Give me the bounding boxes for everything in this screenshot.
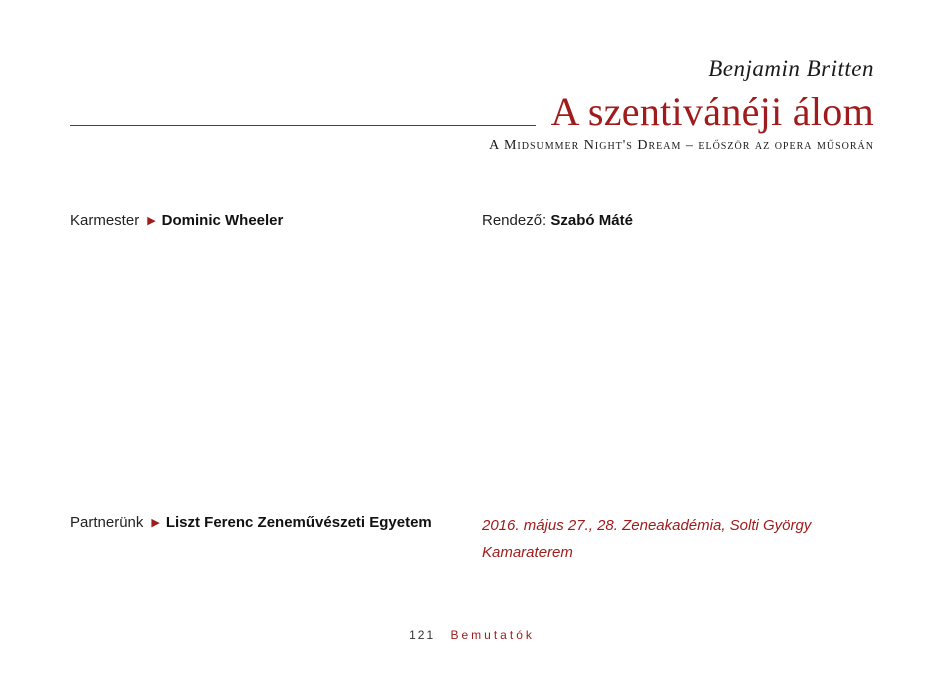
page-number: 121 [409, 628, 436, 642]
composer-name: Benjamin Britten [708, 56, 874, 81]
director-name: Szabó Máté [550, 212, 633, 229]
opera-subtitle: A Midsummer Night's Dream – először az opera műsorán [489, 138, 874, 153]
opera-title: A szentivánéji álom [550, 89, 874, 134]
director-credit [482, 212, 633, 229]
conductor-credit [70, 212, 283, 229]
page-footer [0, 628, 944, 642]
partner-label: Partnerünk [70, 514, 144, 531]
conductor-name: Dominic Wheeler [161, 212, 284, 229]
section-name: Bemutatók [450, 628, 535, 642]
director-label: Rendező: [482, 212, 547, 229]
conductor-label: Karmester [70, 212, 140, 229]
dates-venue-line1: 2016. május 27., 28. Zeneakadémia, Solti György [482, 517, 812, 534]
partner-name: Liszt Ferenc Zeneművészeti Egyetem [165, 514, 432, 531]
title-rule [70, 125, 536, 126]
triangle-right-icon: ▶ [147, 215, 156, 227]
dates-venue-line2: Kamaraterem [482, 544, 573, 561]
triangle-right-icon: ▶ [151, 517, 160, 529]
performance-dates [482, 512, 842, 566]
partner-credit [70, 514, 432, 531]
